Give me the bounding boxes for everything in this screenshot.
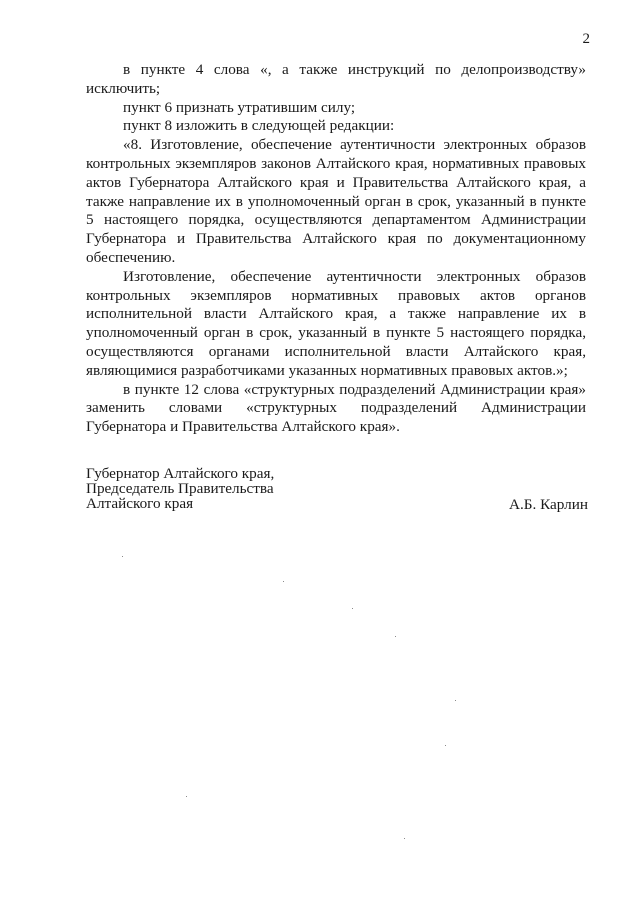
scan-speck [352, 608, 353, 609]
paragraph-item-8-intro: пункт 8 изложить в следующей редакции: [123, 117, 395, 135]
signatory-name: А.Б. Карлин [509, 496, 588, 513]
scan-speck [395, 636, 396, 637]
paragraph-item-12-amendment: в пункте 12 слова «структурных подразделений Администрации края» заменить словами «структурных подразделений Администрации Губернатора и Правительства Алтайского края». [86, 380, 586, 436]
signatory-position-line: Губернатор Алтайского края, [86, 465, 275, 482]
paragraph-item-8-text-part1: «8. Изготовление, обеспечение аутентичности электронных образов контрольных экземпляров законов Алтайского края, нормативных правовых актов Губернатора Алтайского края и Правительства Алтайского края, а также направление их в уполномоченный орган в срок, указанный в пункте 5 настоящего порядка, осуществляются департаментом Администрации Губернатора и Правительства Алтайского края по документационному обеспечению. [86, 136, 586, 266]
paragraph-item-4-amendment: в пункте 4 слова «, а также инструкций по делопроизводству» исключить; [86, 61, 586, 97]
scan-speck [455, 700, 456, 701]
paragraph-item-6-repeal: пункт 6 признать утратившим силу; [123, 98, 356, 116]
scan-speck [283, 581, 284, 582]
scan-speck [445, 745, 446, 746]
document-body [86, 61, 586, 437]
scan-speck [122, 556, 123, 557]
scan-speck [404, 838, 405, 839]
signatory-position-line: Председатель Правительства [86, 480, 274, 497]
scan-speck [186, 796, 187, 797]
signatory-position-line: Алтайского края [86, 495, 194, 512]
paragraph-item-8-text-part2: Изготовление, обеспечение аутентичности электронных образов контрольных экземпляров нормативных правовых актов органов исполнительной власти Алтайского края, а также направление их в уполномоченный орган в срок, указанный в пункте 5 настоящего порядка, осуществляются органами исполнительной власти Алтайского края, являющимися разработчиками указанных нормативных правовых актов.»; [86, 267, 586, 379]
page-number: 2 [582, 31, 590, 47]
